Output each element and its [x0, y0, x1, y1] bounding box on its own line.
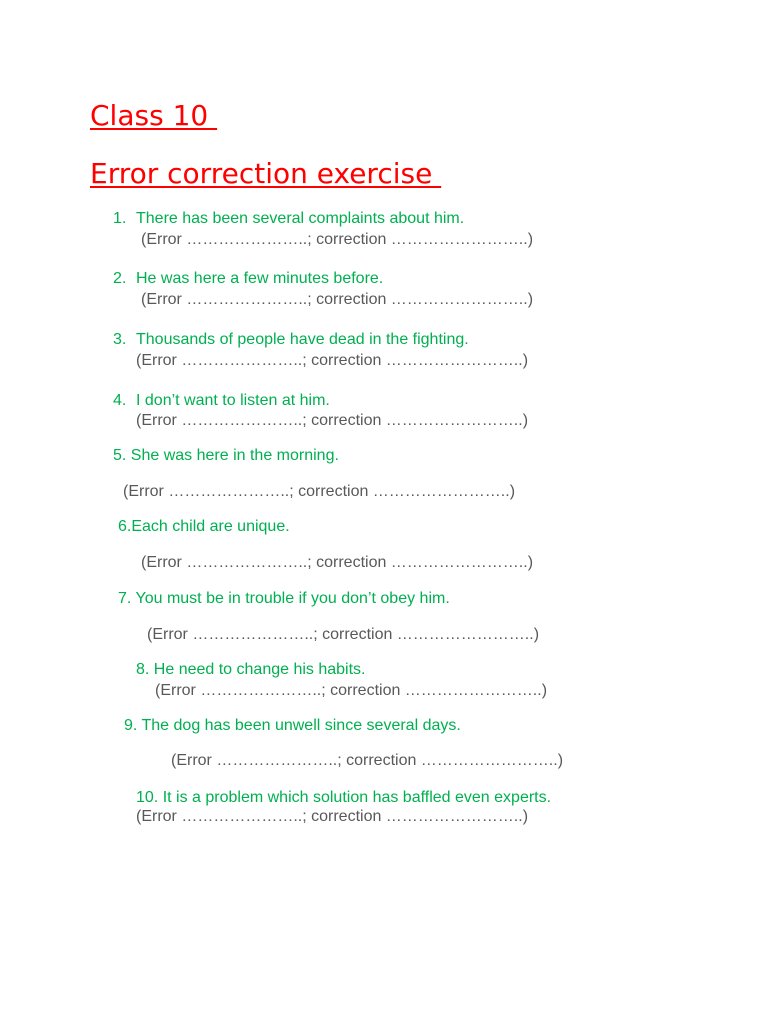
item-9-answer-line: (Error …………………..; correction ……………………..) — [171, 752, 564, 769]
item-4-sentence: I don’t want to listen at him. — [136, 392, 330, 409]
item-4-number: 4. — [113, 392, 127, 409]
item-1-answer-line: (Error …………………..; correction ……………………..) — [141, 231, 534, 248]
item-3-number: 3. — [113, 331, 127, 348]
item-2-number: 2. — [113, 270, 127, 287]
class-heading: Class 10 — [90, 99, 218, 132]
item-10-answer-line: (Error …………………..; correction ……………………..) — [136, 808, 529, 825]
item-2-answer-line: (Error …………………..; correction ……………………..) — [141, 291, 534, 308]
item-6-sentence: 6.Each child are unique. — [118, 518, 290, 535]
item-8-answer-line: (Error …………………..; correction ……………………..) — [155, 682, 548, 699]
item-5-sentence: 5. She was here in the morning. — [113, 447, 339, 464]
item-1-sentence: There has been several complaints about him. — [136, 210, 465, 227]
exercise-title: Error correction exercise — [90, 157, 442, 190]
item-3-answer-line: (Error …………………..; correction ……………………..) — [136, 352, 529, 369]
item-8-sentence: 8. He need to change his habits. — [136, 661, 366, 678]
item-6-answer-line: (Error …………………..; correction ……………………..) — [141, 554, 534, 571]
item-9-sentence: 9. The dog has been unwell since several days. — [124, 717, 461, 734]
item-7-answer-line: (Error …………………..; correction ……………………..) — [147, 626, 540, 643]
item-7-sentence: 7. You must be in trouble if you don’t obey him. — [118, 590, 450, 607]
item-1-number: 1. — [113, 210, 127, 227]
item-5-answer-line: (Error …………………..; correction ……………………..) — [123, 483, 516, 500]
item-4-answer-line: (Error …………………..; correction ……………………..) — [136, 412, 529, 429]
item-10-sentence: 10. It is a problem which solution has baffled even experts. — [136, 789, 552, 806]
item-2-sentence: He was here a few minutes before. — [136, 270, 384, 287]
item-3-sentence: Thousands of people have dead in the fighting. — [136, 331, 469, 348]
